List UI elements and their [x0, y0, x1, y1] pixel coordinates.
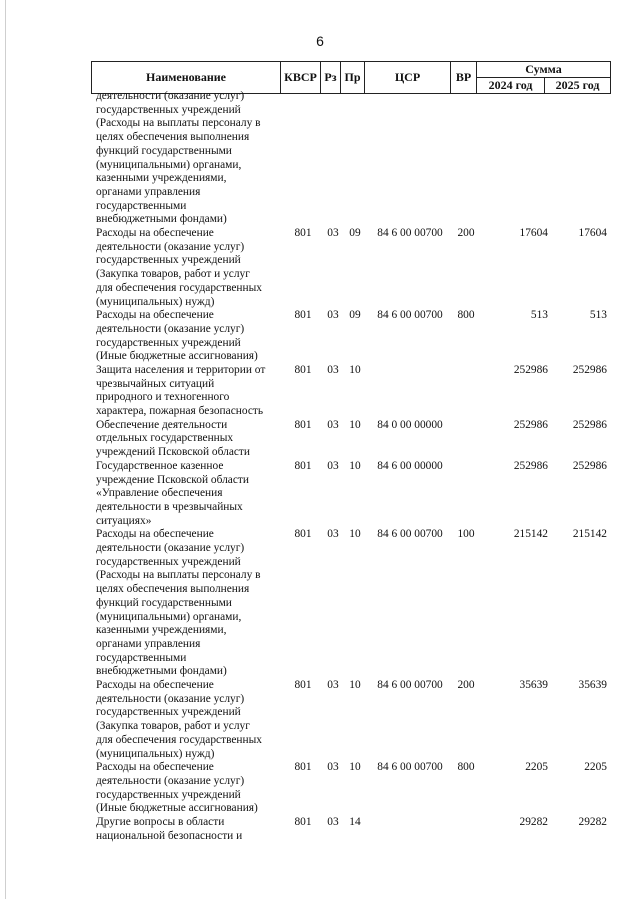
cell-kvsr: 801 [294, 418, 312, 431]
row-name-line: для обеспечения государственных [96, 733, 262, 746]
header-rz: Рз [321, 62, 341, 94]
row-name-line: (Расходы на выплаты персоналу в [96, 569, 261, 582]
table-row [0, 761, 640, 816]
cell-rz: 03 [327, 363, 339, 376]
cell-sum-2024: 252986 [513, 363, 548, 376]
cell-sum-2025: 513 [589, 309, 607, 322]
row-name [96, 816, 278, 843]
cell-kvsr: 801 [294, 528, 312, 541]
cell-kvsr: 801 [294, 459, 312, 472]
table-row [0, 419, 640, 460]
row-name-line: Расходы на обеспечение [96, 528, 214, 541]
row-name-line: государственных учреждений [96, 103, 241, 116]
row-name [96, 419, 278, 460]
row-name [96, 460, 278, 529]
table-row [0, 227, 640, 309]
cell-sum-2024: 252986 [513, 459, 548, 472]
row-name-line: деятельности (оказание услуг) [96, 90, 245, 102]
row-name-line: государственными [96, 199, 187, 212]
row-name-line: казенными учреждениями, [96, 172, 227, 185]
table-row [0, 90, 640, 227]
row-name-line: органами управления [96, 185, 201, 198]
cell-sum-2025: 29282 [578, 816, 607, 829]
cell-csr: 84 6 00 00700 [377, 227, 443, 239]
row-name-line: Обеспечение деятельности [96, 418, 228, 431]
row-name-line: (Иные бюджетные ассигнования) [96, 802, 258, 815]
row-name-line: Государственное казенное [96, 459, 224, 472]
cell-kvsr: 801 [294, 679, 312, 692]
row-name [96, 227, 278, 309]
row-name-line: Расходы на обеспечение [96, 309, 214, 322]
cell-kvsr: 801 [294, 309, 312, 322]
cell-rz: 03 [327, 528, 339, 541]
row-name-line: учреждений Псковской области [96, 446, 251, 459]
row-name-line: чрезвычайных ситуаций [96, 377, 215, 390]
cell-sum-2024: 2205 [525, 761, 548, 774]
row-name-line: (муниципальных) нужд) [96, 295, 215, 308]
cell-rz: 03 [327, 816, 339, 829]
header-year-2025: 2025 год [545, 78, 611, 94]
row-name-line: деятельности (оказание услуг) [96, 774, 245, 787]
row-name-line: деятельности (оказание услуг) [96, 322, 245, 335]
cell-pr: 14 [349, 816, 361, 829]
cell-pr: 10 [349, 459, 361, 472]
cell-sum-2025: 35639 [578, 679, 607, 692]
table-row [0, 309, 640, 364]
header-csr: ЦСР [365, 62, 451, 94]
cell-kvsr: 801 [294, 227, 312, 239]
row-name-line: (Иные бюджетные ассигнования) [96, 350, 258, 363]
cell-sum-2025: 2205 [584, 761, 607, 774]
row-name-line: целях обеспечения выполнения [96, 583, 250, 596]
cell-rz: 03 [327, 309, 339, 322]
row-name-line: (муниципальных) нужд) [96, 747, 215, 760]
cell-csr: 84 6 00 00700 [377, 528, 443, 541]
row-name-line: деятельности (оказание услуг) [96, 542, 245, 555]
cell-csr: 84 6 00 00700 [377, 761, 443, 774]
cell-sum-2025: 215142 [572, 528, 607, 541]
row-name-line: органами управления [96, 638, 201, 650]
row-name [96, 364, 278, 419]
cell-pr: 09 [349, 227, 361, 239]
row-name-line: (муниципальными) органами, [96, 158, 242, 171]
cell-rz: 03 [327, 418, 339, 431]
cell-csr: 84 6 00 00700 [377, 679, 443, 692]
row-name-line: природного и техногенного [96, 391, 230, 404]
row-name-line: (Закупка товаров, работ и услуг [96, 268, 250, 281]
row-name-line: Расходы на обеспечение [96, 761, 214, 774]
cell-csr: 84 0 00 00000 [377, 418, 443, 431]
table-row [0, 679, 640, 761]
row-name-line: функций государственными [96, 596, 232, 609]
row-name-line: внебюджетными фондами) [96, 213, 227, 226]
row-name-line: государственных учреждений [96, 336, 241, 349]
row-name [96, 309, 278, 364]
row-name [96, 761, 278, 816]
cell-kvsr: 801 [294, 816, 312, 829]
header-sum: Сумма [477, 62, 611, 78]
cell-sum-2024: 252986 [513, 418, 548, 431]
cell-vr: 800 [457, 309, 475, 322]
cell-vr: 200 [457, 679, 475, 692]
cell-pr: 10 [349, 363, 361, 376]
row-name-line: для обеспечения государственных [96, 281, 262, 294]
row-name-line: ситуациях» [96, 514, 152, 527]
row-name [96, 90, 278, 227]
header-kvsr: КВСР [281, 62, 321, 94]
cell-sum-2024: 35639 [519, 679, 548, 692]
table-body [0, 90, 640, 843]
cell-pr: 10 [349, 679, 361, 692]
header-pr: Пр [341, 62, 365, 94]
row-name-line: «Управление обеспечения [96, 487, 223, 500]
header-year-2024: 2024 год [477, 78, 545, 94]
cell-kvsr: 801 [294, 761, 312, 774]
row-name-line: Защита населения и территории от [96, 363, 266, 376]
header-name: Наименование [92, 62, 281, 94]
row-name-line: национальной безопасности и [96, 829, 243, 842]
table-row [0, 528, 640, 679]
row-name-line: (Закупка товаров, работ и услуг [96, 720, 250, 733]
cell-vr: 200 [457, 227, 475, 239]
row-name-line: внебюджетными фондами) [96, 665, 227, 678]
row-name-line: Другие вопросы в области [96, 816, 225, 829]
row-name [96, 528, 278, 679]
table-row [0, 364, 640, 419]
row-name-line: отдельных государственных [96, 432, 234, 445]
row-name-line: деятельности в чрезвычайных [96, 500, 243, 513]
cell-sum-2025: 252986 [572, 459, 607, 472]
cell-pr: 09 [349, 309, 361, 322]
row-name-line: функций государственными [96, 144, 232, 157]
cell-vr: 100 [457, 528, 475, 541]
cell-sum-2025: 17604 [578, 227, 607, 239]
cell-rz: 03 [327, 761, 339, 774]
row-name-line: государственных учреждений [96, 706, 241, 719]
cell-sum-2025: 252986 [572, 418, 607, 431]
cell-sum-2024: 17604 [519, 227, 548, 239]
row-name-line: государственных учреждений [96, 555, 241, 568]
row-name-line: характера, пожарная безопасность [96, 405, 264, 418]
cell-vr: 800 [457, 761, 475, 774]
cell-rz: 03 [327, 679, 339, 692]
row-name-line: деятельности (оказание услуг) [96, 692, 245, 705]
cell-pr: 10 [349, 761, 361, 774]
row-name-line: учреждение Псковской области [96, 473, 249, 486]
row-name-line: Расходы на обеспечение [96, 227, 214, 239]
cell-rz: 03 [327, 459, 339, 472]
cell-sum-2024: 29282 [519, 816, 548, 829]
cell-kvsr: 801 [294, 363, 312, 376]
page-number: 6 [316, 33, 324, 49]
cell-pr: 10 [349, 418, 361, 431]
header-vr: ВР [451, 62, 477, 94]
row-name-line: (муниципальными) органами, [96, 610, 242, 623]
row-name-line: государственных учреждений [96, 788, 241, 801]
cell-sum-2024: 215142 [513, 528, 548, 541]
cell-csr: 84 6 00 00700 [377, 309, 443, 322]
row-name-line: целях обеспечения выполнения [96, 131, 250, 144]
row-name-line: государственных учреждений [96, 254, 241, 267]
cell-pr: 10 [349, 528, 361, 541]
row-name-line: государственными [96, 651, 187, 664]
row-name-line: деятельности (оказание услуг) [96, 240, 245, 253]
cell-rz: 03 [327, 227, 339, 239]
table-row [0, 816, 640, 843]
table-row [0, 460, 640, 529]
cell-csr: 84 6 00 00000 [377, 459, 443, 472]
row-name-line: казенными учреждениями, [96, 624, 227, 637]
cell-sum-2025: 252986 [572, 363, 607, 376]
row-name-line: (Расходы на выплаты персоналу в [96, 117, 261, 130]
row-name-line: Расходы на обеспечение [96, 679, 214, 692]
cell-sum-2024: 513 [530, 309, 548, 322]
row-name [96, 679, 278, 761]
